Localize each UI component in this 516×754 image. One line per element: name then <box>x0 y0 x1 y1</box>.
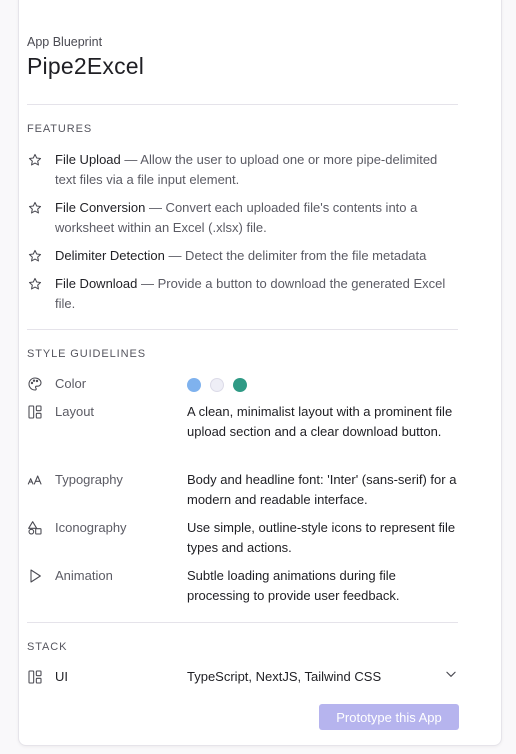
feature-description: — Detect the delimiter from the file metadata <box>164 248 427 263</box>
star-icon <box>27 274 43 294</box>
layout-value: A clean, minimalist layout with a prominent file upload section and a clear download button. <box>187 404 453 439</box>
palette-icon <box>27 376 43 392</box>
layout-icon <box>27 669 43 685</box>
animation-value: Subtle loading animations during file processing to provide user feedback. <box>187 568 400 603</box>
feature-item-file-upload <box>27 150 458 190</box>
feature-description: — Provide a button to download the generated Excel file. <box>55 276 446 311</box>
typography-label: Typography <box>55 472 123 487</box>
feature-name: File Conversion <box>55 200 146 215</box>
iconography-value: Use simple, outline-style icons to represent file types and actions. <box>187 520 456 555</box>
chevron-down-icon[interactable] <box>444 667 458 687</box>
feature-name: File Upload <box>55 152 121 167</box>
divider <box>27 329 458 330</box>
color-swatch-background <box>210 378 224 392</box>
star-icon <box>27 150 43 170</box>
layout-label: Layout <box>55 404 95 419</box>
color-label: Color <box>55 376 87 391</box>
feature-item-file-conversion <box>27 198 458 238</box>
color-swatches <box>187 374 462 394</box>
iconography-label: Iconography <box>55 520 127 535</box>
animation-label: Animation <box>55 568 113 583</box>
feature-description: — Convert each uploaded file's contents into a worksheet within an Excel (.xlsx) file. <box>55 200 418 235</box>
typography-icon <box>27 472 43 488</box>
shapes-icon <box>27 520 43 536</box>
star-icon <box>27 198 43 218</box>
color-swatch-primary <box>187 378 201 392</box>
feature-name: Delimiter Detection <box>55 248 165 263</box>
divider <box>27 104 458 105</box>
features-heading: FEATURES <box>27 123 93 135</box>
feature-name: File Download <box>55 276 138 291</box>
feature-item-file-download <box>27 274 458 314</box>
prototype-app-button[interactable]: Prototype this App <box>319 704 459 730</box>
layout-icon <box>27 404 43 420</box>
stack-heading: STACK <box>27 641 68 653</box>
ui-label: UI <box>55 669 68 684</box>
feature-description: — Allow the user to upload one or more pipe-delimited text files via a file input element. <box>55 152 438 187</box>
feature-item-delimiter-detection <box>27 246 458 266</box>
star-icon <box>27 246 43 266</box>
app-title: Pipe2Excel <box>27 53 145 79</box>
play-icon <box>27 568 43 584</box>
ui-value: TypeScript, NextJS, Tailwind CSS <box>187 669 382 684</box>
style-guidelines-heading: STYLE GUIDELINES <box>27 348 146 360</box>
app-blueprint-card <box>18 0 502 746</box>
divider <box>27 622 458 623</box>
typography-value: Body and headline font: 'Inter' (sans-serif) for a modern and readable interface. <box>187 472 457 507</box>
blueprint-eyebrow: App Blueprint <box>27 35 103 49</box>
color-swatch-accent <box>233 378 247 392</box>
